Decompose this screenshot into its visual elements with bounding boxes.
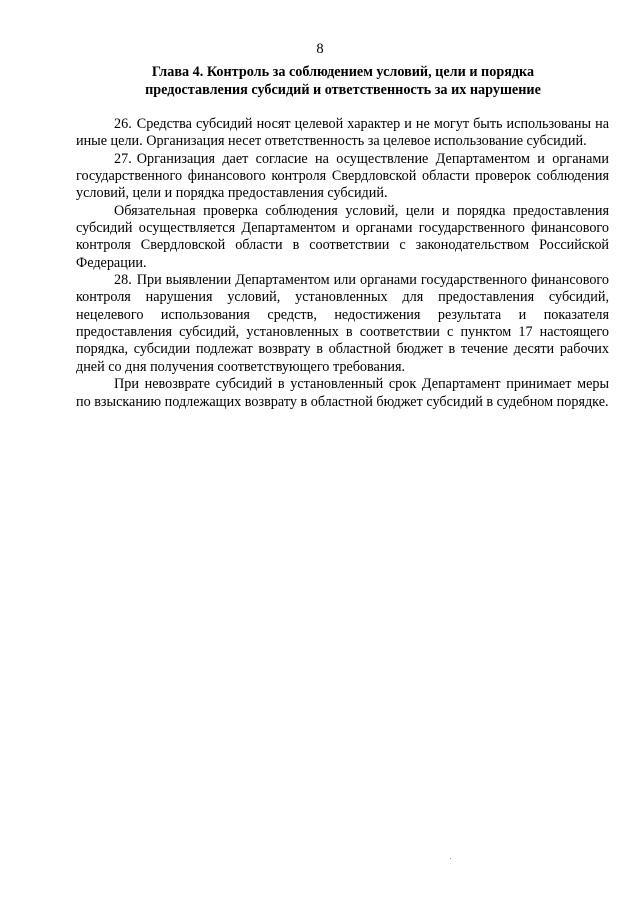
- scan-speck: [450, 858, 451, 859]
- document-body: [76, 116, 609, 411]
- paragraph-27: [76, 151, 609, 203]
- paragraph-text: Обязательная проверка соблюдения условий, цели и порядка предоставления субсидий осуществляется Департаментом и органами государственного финансового контроля Свердловской области в соответствии с законодательством Российской Федерации.: [76, 202, 609, 271]
- paragraph-27-continuation: [76, 203, 609, 272]
- paragraph-28: [76, 272, 609, 376]
- chapter-heading-line-2: предоставления субсидий и ответственность за их нарушение: [145, 81, 541, 98]
- paragraph-number: 26.: [114, 116, 132, 132]
- chapter-heading-line-1: Глава 4. Контроль за соблюдением условий, цели и порядка: [151, 64, 535, 80]
- paragraph-text: При выявлении Департаментом или органами государственного финансового контроля нарушения условий, установленных для предоставления субсидий, нецелевого использования средств, недостижения результата и показателя предоставления субсидий, установленных в соответствии с пунктом 17 настоящего порядка, субсидии подлежат возврату в областной бюджет в течение десяти рабочих дней со дня получения соответствующего требования.: [76, 272, 609, 375]
- paragraph-number: 27.: [114, 150, 132, 167]
- paragraph-text: Организация дает согласие на осуществление Департаментом и органами государственного финансового контроля Свердловской области проверок соблюдения условий, цели и порядка предоставления субсидий.: [76, 150, 609, 202]
- paragraph-number: 28.: [114, 272, 132, 289]
- paragraph-28-continuation: [76, 376, 609, 411]
- paragraph-text: При невозврате субсидий в установленный срок Департамент принимает меры по взысканию подлежащих возврату в областной бюджет субсидий в судебном порядке.: [76, 376, 609, 410]
- paragraph-26: [76, 116, 609, 151]
- chapter-heading: [76, 64, 610, 99]
- page-number: 8: [316, 41, 324, 57]
- paragraph-text: Средства субсидий носят целевой характер и не могут быть использованы на иные цели. Организация несет ответственность за целевое использование субсидий.: [76, 116, 609, 150]
